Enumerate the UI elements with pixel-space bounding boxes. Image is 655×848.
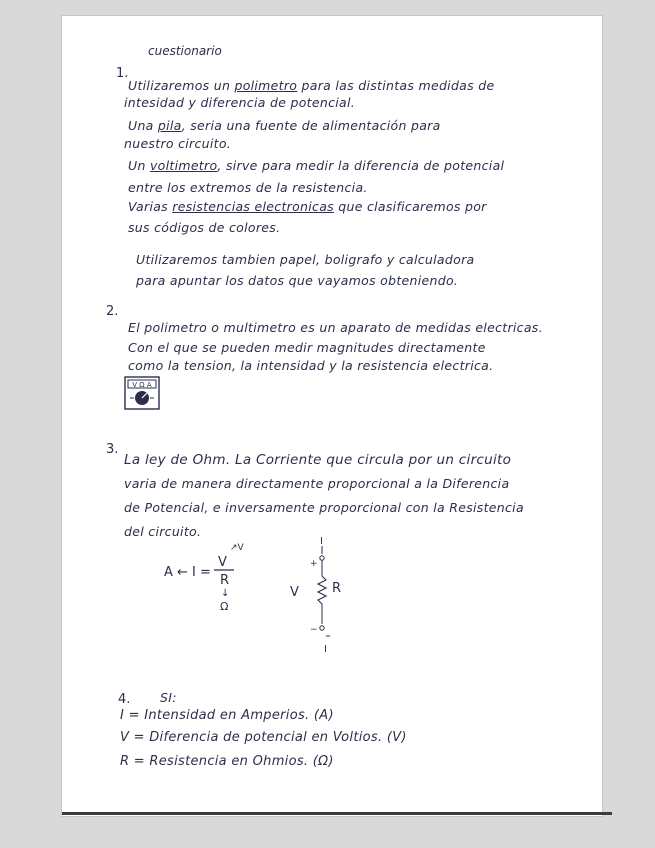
s1-line-10: para apuntar los datos que vayamos obteniendo. bbox=[136, 273, 459, 288]
circuit-voltage-label: V bbox=[290, 585, 299, 600]
s2-line-3: como la tension, la intensidad y la resistencia electrica. bbox=[128, 358, 494, 373]
page-bottom-edge bbox=[62, 812, 612, 815]
s3-line-4: del circuito. bbox=[124, 524, 202, 539]
s4-line-3: R = Resistencia en Ohmios. (Ω) bbox=[120, 754, 334, 769]
s1-line-7: Varias resistencias electronicas que clasificaremos por bbox=[128, 199, 487, 214]
s3-line-3: de Potencial, e inversamente proporcional con la Resistencia bbox=[124, 500, 524, 515]
formula-arrow-r: ↓ bbox=[221, 588, 230, 599]
ohm-formula bbox=[162, 536, 262, 616]
s2-line-2: Con el que se pueden medir magnitudes directamente bbox=[128, 340, 486, 355]
page-title: cuestionario bbox=[148, 44, 222, 58]
s1-line-9: Utilizaremos tambien papel, boligrafo y calculadora bbox=[136, 252, 475, 267]
s4-line-2: V = Diferencia de potencial en Voltios. (V) bbox=[120, 730, 407, 745]
formula-arrow-v: ↗V bbox=[230, 543, 244, 553]
s1-line-4: nuestro circuito. bbox=[124, 136, 232, 151]
circuit-resistance-label: R bbox=[332, 581, 342, 596]
circuit-current-bottom-label: I bbox=[324, 644, 327, 655]
s4-heading: SI: bbox=[160, 690, 177, 705]
s2-line-1: El polimetro o multimetro es un aparato de medidas electricas. bbox=[128, 320, 543, 335]
section-3-number: 3. bbox=[106, 442, 119, 457]
s3-line-1: La ley de Ohm. La Corriente que circula por un circuito bbox=[124, 452, 512, 468]
s1-line-8: sus códigos de colores. bbox=[128, 220, 281, 235]
formula-denominator: R bbox=[220, 573, 230, 588]
formula-numerator: V bbox=[218, 555, 227, 570]
s1-line-5: Un voltimetro, sirve para medir la diferencia de potencial bbox=[128, 158, 505, 173]
meter-label: V Ω A bbox=[132, 381, 152, 389]
s1-line-6: entre los extremos de la resistencia. bbox=[128, 180, 368, 195]
formula-lhs: A ← I = bbox=[164, 565, 211, 580]
multimeter-icon bbox=[124, 376, 160, 410]
circuit-plus: + bbox=[310, 559, 318, 569]
section-1-number: 1. bbox=[116, 66, 129, 81]
s3-line-2: varia de manera directamente proporcional a la Diferencia bbox=[124, 476, 510, 491]
s1-line-2: intesidad y diferencia de potencial. bbox=[124, 95, 356, 110]
section-2-number: 2. bbox=[106, 304, 119, 319]
s4-line-1: I = Intensidad en Amperios. (A) bbox=[120, 708, 334, 723]
s1-line-1: Utilizaremos un polimetro para las distintas medidas de bbox=[128, 78, 495, 93]
circuit-minus: − bbox=[310, 625, 318, 635]
circuit-diagram bbox=[280, 532, 360, 656]
section-4-number: 4. bbox=[118, 692, 131, 707]
circuit-current-top-label: I bbox=[320, 536, 323, 547]
s1-line-3: Una pila, seria una fuente de alimentación para bbox=[128, 118, 441, 133]
formula-omega: Ω bbox=[220, 600, 229, 613]
